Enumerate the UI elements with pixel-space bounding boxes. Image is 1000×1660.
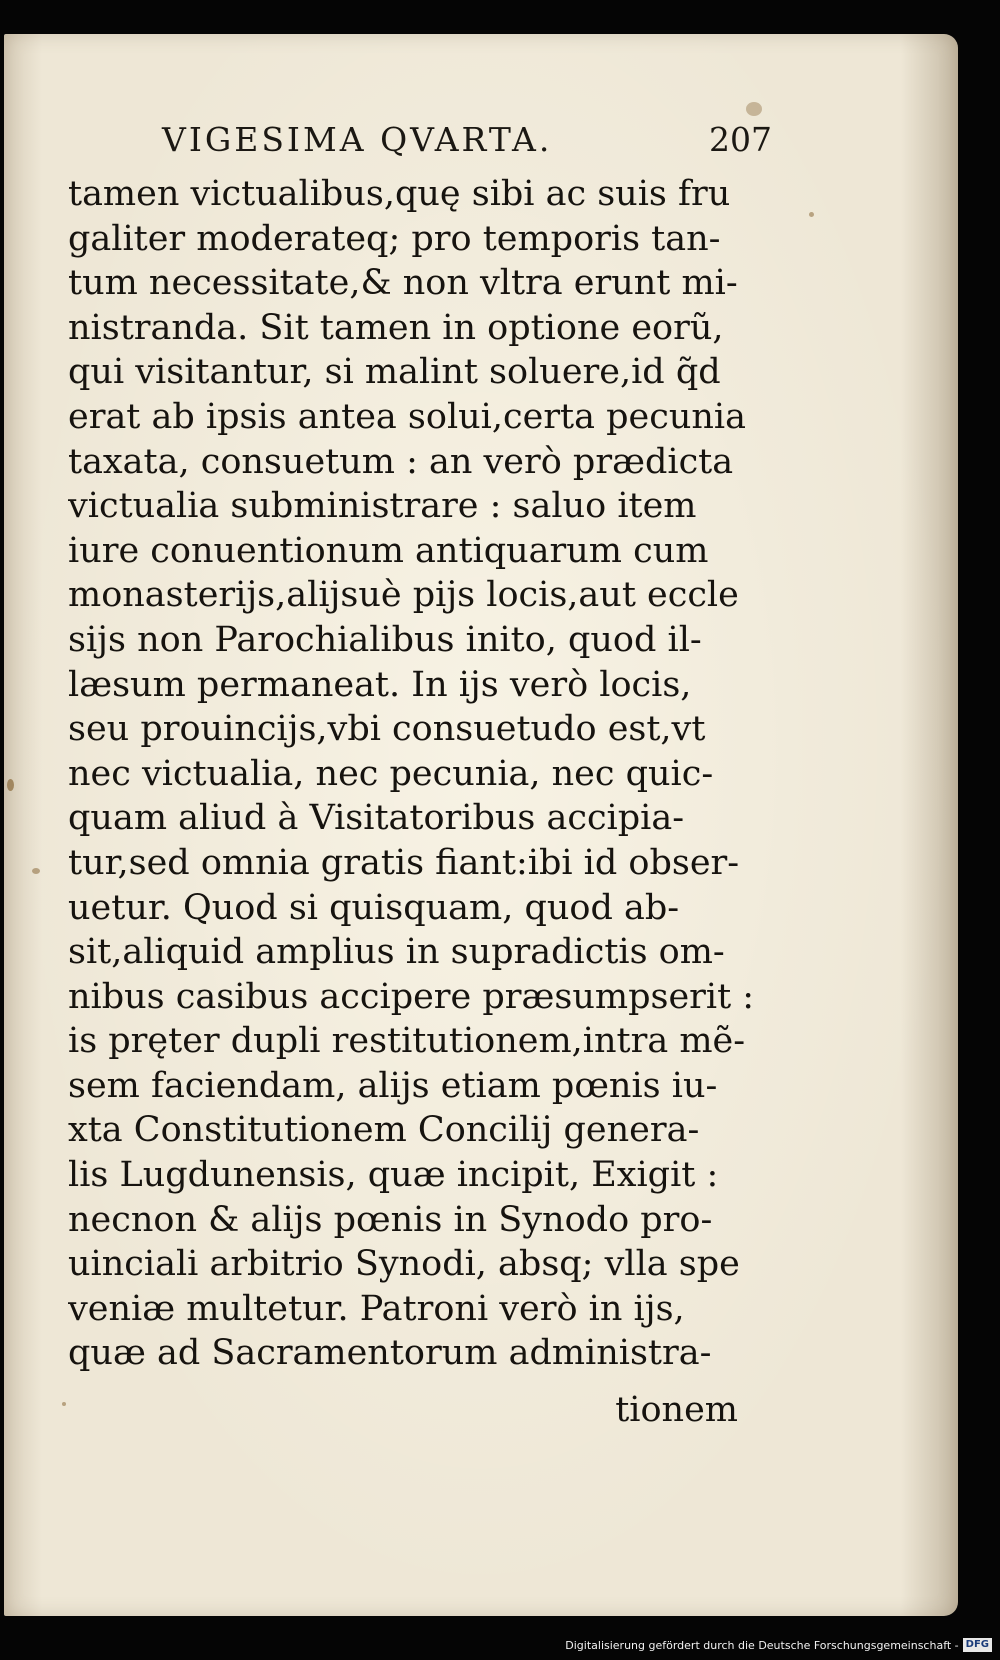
text-line: sem faciendam, alijs etiam pœnis iu- [68, 1065, 718, 1106]
text-line: tur,sed omnia gratis fiant:ibi id obser- [68, 842, 740, 883]
stain-spot [7, 779, 14, 791]
running-header [162, 120, 772, 170]
text-line: seu prouincijs,vbi consuetudo est,vt [68, 709, 706, 750]
text-line: nistranda. Sit tamen in optione eorũ, [68, 307, 724, 348]
text-line: quæ ad Sacramentorum administra- [68, 1333, 712, 1374]
stain-spot [62, 1402, 66, 1406]
text-line: læsum permaneat. In ijs verò locis, [68, 664, 692, 705]
text-line: uetur. Quod si quisquam, quod ab- [68, 887, 680, 928]
text-line: galiter moderateq; pro temporis tan- [68, 218, 721, 259]
text-line: nec victualia, nec pecunia, nec quic- [68, 753, 714, 794]
text-line: erat ab ipsis antea solui,certa pecunia [68, 396, 746, 437]
stain-spot [809, 212, 814, 217]
text-line: nibus casibus accipere præsumpserit : [68, 976, 755, 1017]
text-line: victualia subministrare : saluo item [68, 486, 697, 527]
stain-spot [746, 102, 762, 116]
body-text [68, 172, 768, 1376]
text-line: tamen victualibus,quę sibi ac suis fru [68, 174, 731, 214]
text-line: tum necessitate,& non vltra erunt mi- [68, 263, 738, 304]
text-line: veniæ multetur. Patroni verò in ijs, [68, 1288, 685, 1329]
text-line: sijs non Parochialibus inito, quod il- [68, 619, 702, 660]
text-line: lis Lugdunensis, quæ incipit, Exigit : [68, 1155, 719, 1196]
dfg-logo: DFG [963, 1638, 992, 1652]
text-line: sit,aliquid amplius in supradictis om- [68, 932, 725, 973]
page-number: 207 [709, 120, 772, 159]
catchword: tionem [615, 1390, 738, 1430]
text-line: monasterijs,alijsuè pijs locis,aut eccle [68, 575, 739, 616]
digitization-credit [565, 1634, 992, 1656]
text-line: taxata, consuetum : an verò prædicta [68, 441, 734, 482]
text-line: xta Constitutionem Concilij genera- [68, 1110, 700, 1151]
text-line: is pręter dupli restitutionem,intra mẽ- [68, 1021, 746, 1062]
text-line: quam aliud à Visitatoribus accipia- [68, 798, 685, 839]
text-line: qui visitantur, si malint soluere,id q̃d [68, 352, 721, 393]
text-line: necnon & alijs pœnis in Synodo pro- [68, 1199, 713, 1240]
running-title: VIGESIMA QVARTA. [162, 120, 553, 159]
stain-spot [32, 868, 40, 874]
text-line: uinciali arbitrio Synodi, absq; vlla spe [68, 1244, 740, 1285]
credit-text: Digitalisierung gefördert durch die Deutsche Forschungsgemeinschaft - [565, 1638, 959, 1652]
text-line: iure conuentionum antiquarum cum [68, 530, 709, 571]
